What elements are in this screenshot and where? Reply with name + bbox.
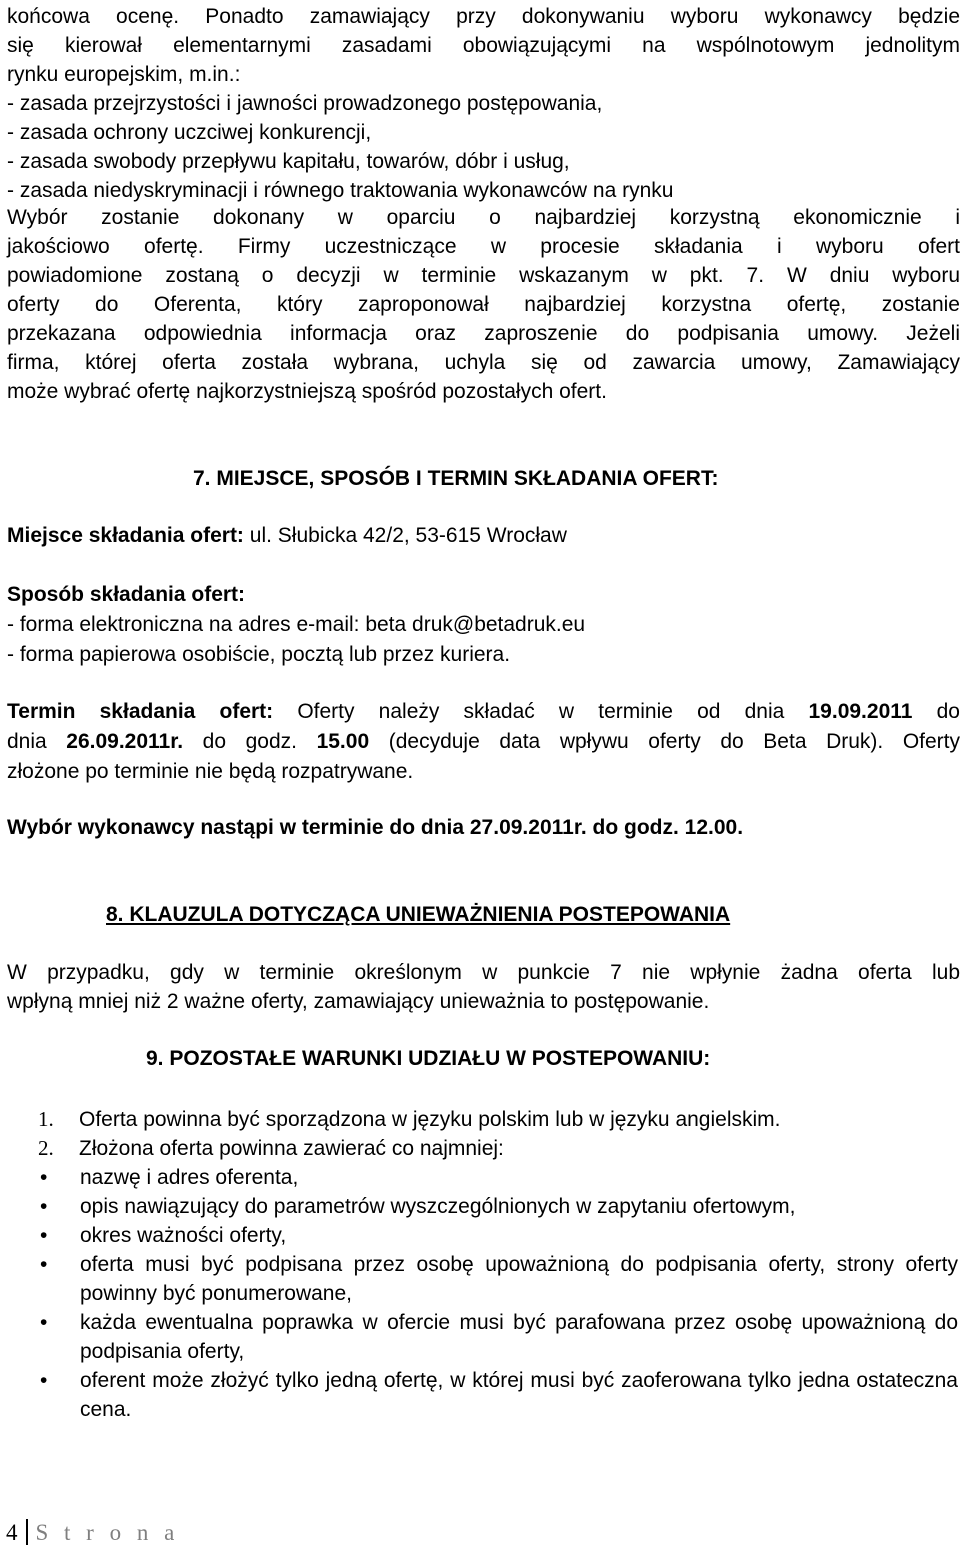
selection-line: oferty do Oferenta, który zaproponował najbardziej korzystna ofertę, zostanie [7,293,960,316]
deadline-block [7,697,960,787]
deadline-text: (decyduje data wpływu oferty do Beta Druk). Oferty [369,730,960,753]
place-value: ul. Słubicka 42/2, 53-615 Wrocław [243,524,567,547]
selection-paragraph [7,203,960,406]
intro-line-1: końcowa ocenę. Ponadto zamawiający przy dokonywaniu wyboru wykonawcy będzie [7,5,960,28]
method-label: Sposób składania ofert: [7,583,246,606]
selection-line: powiadomione zostaną o decyzji w terminie wskazanym w pkt. 7. W dniu wyboru [7,264,960,287]
list-number: 2. [38,1136,54,1160]
deadline-text: dnia [7,730,67,753]
rule-item: - zasada swobody przepływu kapitału, towarów, dóbr i usług, [7,150,570,173]
rule-item: - zasada ochrony uczciwej konkurencji, [7,121,372,144]
method-line: - forma papierowa osobiście, pocztą lub przez kuriera. [7,643,511,666]
selection-line: Wybór zostanie dokonany w oparciu o najbardziej korzystną ekonomicznie i [7,206,960,229]
bullet-text: każda ewentualna poprawka w ofercie musi być parafowana przez osobę upoważnioną do podpisania oferty, [80,1311,958,1363]
bullet-icon: • [40,1166,48,1189]
page-number: 4 [6,1520,18,1545]
selection-line: może wybrać ofertę najkorzystniejszą spośród pozostałych ofert. [7,380,607,403]
deadline-line-2 [7,727,960,757]
bullet-text: oferta musi być podpisana przez osobę upoważnioną do podpisania oferty, strony oferty powinny być ponumerowane, [80,1253,958,1305]
bullet-list-item [0,1250,960,1308]
deadline-start-date: 19.09.2011 [808,700,913,723]
intro-line-3: rynku europejskim, m.in.: [7,63,241,86]
bullet-icon: • [40,1224,48,1247]
selection-line: przekazana odpowiednia informacja oraz zaproszenie do podpisania umowy. Jeżeli [7,322,960,345]
deadline-hour: 15.00 [316,730,370,753]
selection-note: Wybór wykonawcy nastąpi w terminie do dnia 27.09.2011r. do godz. 12.00. [7,816,744,839]
numbered-list [0,1105,960,1163]
place-line [7,521,960,551]
list-item-text: Oferta powinna być sporządzona w języku polskim lub w języku angielskim. [79,1108,781,1131]
intro-line-2: się kierował elementarnymi zasadami obowiązującymi na wspólnotowym jednolitym [7,34,960,57]
bullet-list-item [0,1192,960,1221]
section-8-paragraph [7,958,960,1016]
bullet-list-item [0,1366,960,1424]
deadline-text: do godz. [183,730,317,753]
numbered-list-item [0,1134,960,1163]
page-footer [6,1518,179,1548]
method-block [7,580,960,670]
bullet-list [0,1163,960,1424]
bullet-icon: • [40,1253,48,1276]
selection-line: firma, której oferta została wybrana, uchyla się od zawarcia umowy, Zamawiający [7,351,960,374]
bullet-list-item [0,1163,960,1192]
list-item-text: Złożona oferta powinna zawierać co najmniej: [79,1137,504,1160]
deadline-text: Oferty należy składać w terminie od dnia [273,700,809,723]
rule-item: - zasada niedyskryminacji i równego traktowania wykonawców na rynku [7,179,674,202]
deadline-text: do [912,700,960,723]
intro-paragraph [7,2,960,205]
bullet-icon: • [40,1311,48,1334]
section-8-line: wpłyną mniej niż 2 ważne oferty, zamawiający unieważnia to postępowanie. [7,990,710,1013]
bullet-text: opis nawiązujący do parametrów wyszczególnionych w zapytaniu ofertowym, [80,1195,796,1218]
bullet-icon: • [40,1369,48,1392]
deadline-line-3: złożone po terminie nie będą rozpatrywane. [7,760,414,783]
footer-divider [26,1519,28,1545]
bullet-text: nazwę i adres oferenta, [80,1166,299,1189]
section-9-title: 9. POZOSTAŁE WARUNKI UDZIAŁU W POSTEPOWANIU: [146,1047,711,1070]
page-word: S t r o n a [35,1520,180,1545]
section-8-title: 8. KLAUZULA DOTYCZĄCA UNIEWAŻNIENIA POSTEPOWANIA [106,903,731,926]
deadline-end-date: 26.09.2011r. [66,730,184,753]
method-line: - forma elektroniczna na adres e-mail: beta druk@betadruk.eu [7,613,586,636]
bullet-icon: • [40,1195,48,1218]
bullet-list-item [0,1221,960,1250]
bullet-text: okres ważności oferty, [80,1224,287,1247]
rule-item: - zasada przejrzystości i jawności prowadzonego postępowania, [7,92,603,115]
list-number: 1. [38,1107,54,1131]
deadline-label: Termin składania ofert: [7,700,274,723]
numbered-list-item [0,1105,960,1134]
section-7-title: 7. MIEJSCE, SPOSÓB I TERMIN SKŁADANIA OFERT: [193,467,719,490]
deadline-line-1 [7,697,960,727]
selection-line: jakościowo ofertę. Firmy uczestniczące w procesie składania i wyboru ofert [7,235,960,258]
bullet-text: oferent może złożyć tylko jedną ofertę, w której musi być zaoferowana tylko jedna ostateczna cena. [80,1369,958,1421]
section-8-line: W przypadku, gdy w terminie określonym w punkcie 7 nie wpłynie żadna oferta lub [7,961,960,984]
place-label: Miejsce składania ofert: [7,524,244,547]
bullet-list-item [0,1308,960,1366]
